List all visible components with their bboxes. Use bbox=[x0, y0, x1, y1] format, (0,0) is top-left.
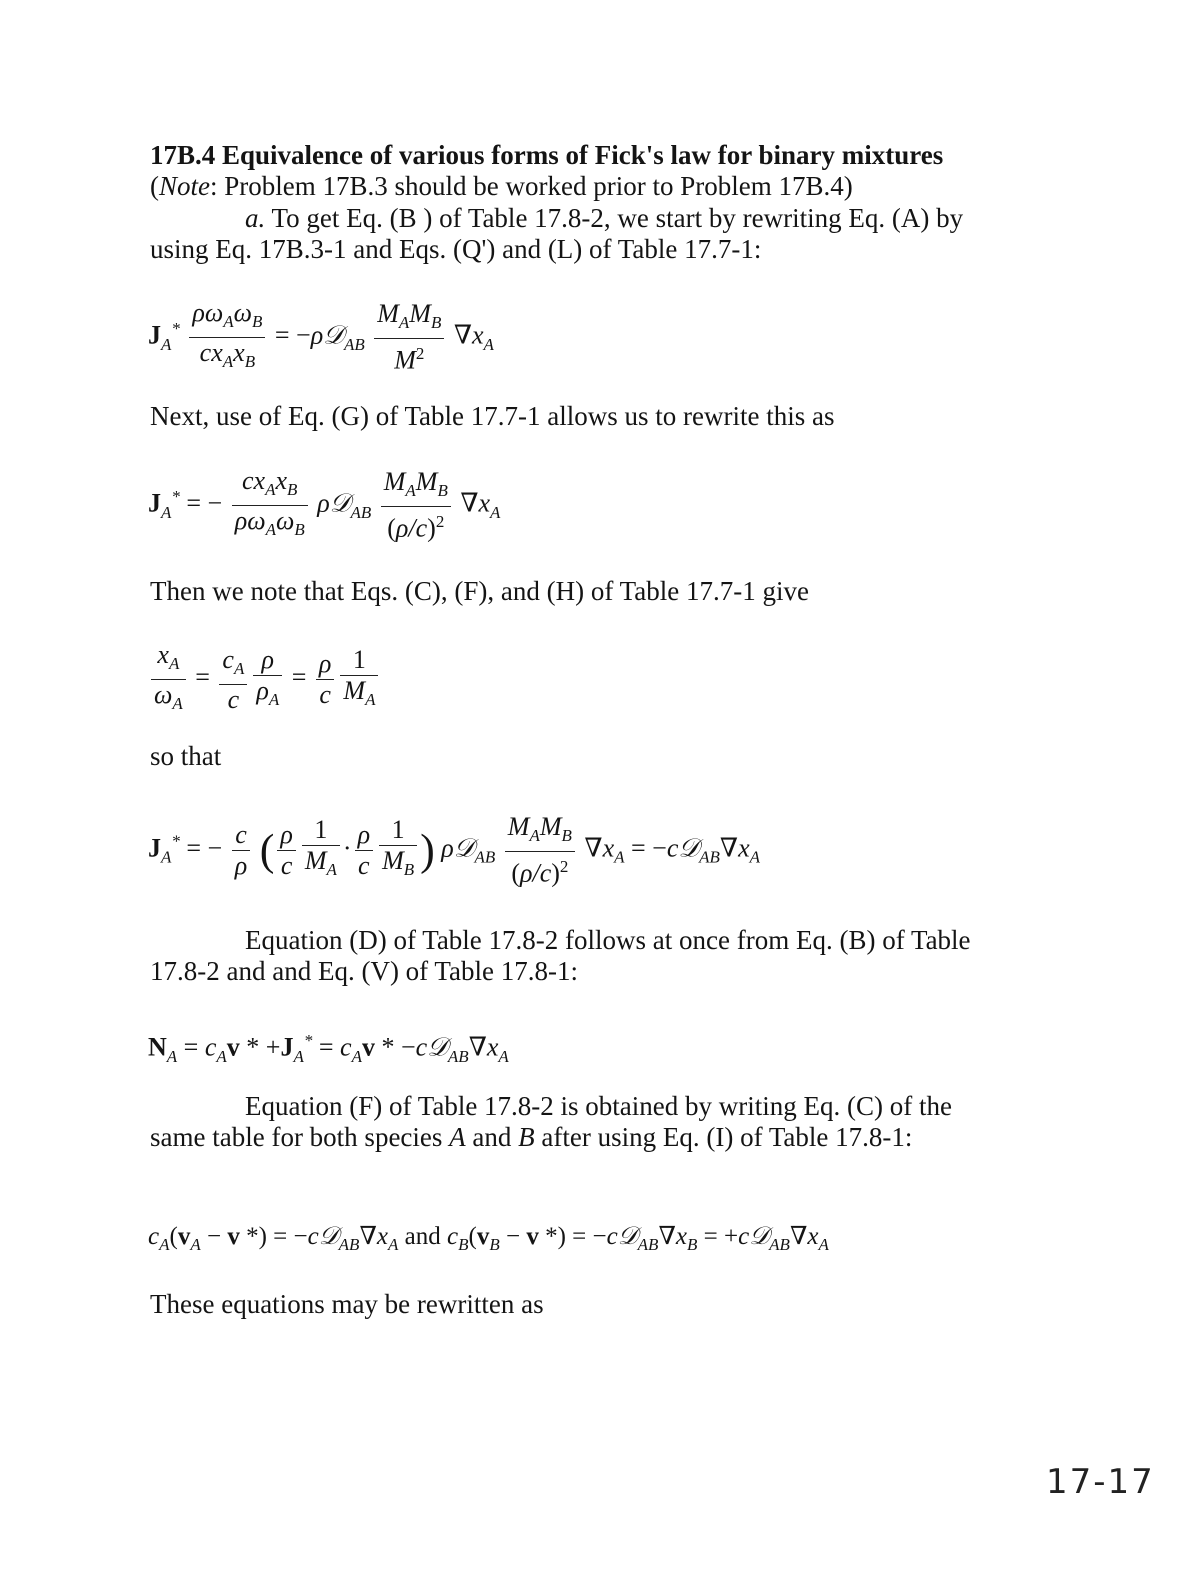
note-text: : Problem 17B.3 should be worked prior to Problem 17B.4) bbox=[210, 171, 853, 201]
paragraph-eq-f bbox=[150, 1091, 1010, 1153]
equation-4: $J_A^*$ = − $\frac{c}{\rho}$ ( $\frac{\rho}{c}$ $\frac{1}{M_A}$ · $\frac{\rho}{c}$ $\frac{1}{M_B}$ ) ρ𝒟$_{AB}$ $\frac{M_AM_B}{(\rho/c)^2}$ $\nabla x_A$ = $-c𝒟_{AB}\nabla x_A$ bbox=[148, 812, 761, 888]
part-label: a. bbox=[245, 203, 266, 233]
eq-f-text-3: after using Eq. (I) of Table 17.8-1: bbox=[534, 1122, 913, 1152]
paragraph-a-text: To get Eq. (B ) of Table 17.8-2, we start by rewriting Eq. (A) by using Eq. 17B.3-1 and Eqs. (Q') and (L) of Table 17.7-1: bbox=[150, 203, 964, 264]
equation-1: $J_A^*$ $\frac{\rho\omega_A\omega_B}{cx_Ax_B}$ = −ρ𝒟$_{AB}$ $\frac{M_AM_B}{M^2}$ $\nabla x_A$ bbox=[148, 298, 494, 376]
note-open: ( bbox=[150, 171, 159, 201]
page-number: 17-17 bbox=[1046, 1462, 1155, 1502]
equation-and: and bbox=[404, 1223, 441, 1250]
species-b: B bbox=[518, 1122, 535, 1152]
paragraph-then: Then we note that Eqs. (C), (F), and (H) of Table 17.7-1 give bbox=[150, 576, 809, 606]
equation-3: $\frac{x_A}{\omega_A}$ = $\frac{c_A}{c}$ $\frac{\rho}{\rho_A}$ = $\frac{\rho}{c}$ $\frac{1}{M_A}$ bbox=[148, 640, 381, 719]
equation-6: $c_A(v_A - v$ *) = $-c𝒟_{AB}\nabla x_A$ and $c_B(v_B - v$ *) = $-c𝒟_{AB}\nabla x_B$ = $+c𝒟_{AB}\nabla x_A$ bbox=[148, 1223, 829, 1254]
note-label: Note bbox=[159, 171, 210, 201]
species-a: A bbox=[449, 1122, 466, 1152]
heading-text: 17B.4 Equivalence of various forms of Fick's law for binary mixtures bbox=[150, 140, 944, 170]
paragraph-a bbox=[150, 203, 1010, 265]
eq-f-text-1: Equation (F) of Table 17.8-2 is obtained by writing Eq. (C) of the same table for both species bbox=[150, 1091, 952, 1152]
equation-5: $N_A = c_Av * +J_A^* = c_Av$ * $-c𝒟_{AB}\nabla x_A$ bbox=[148, 1031, 509, 1066]
eq-f-text-2: and bbox=[465, 1122, 519, 1152]
equation-2: $J_A^*$ = − $\frac{cx_Ax_B}{\rho\omega_A\omega_B}$ ρ𝒟$_{AB}$ $\frac{M_AM_B}{(\rho/c)^2}$ $\nabla x_A$ bbox=[148, 466, 501, 544]
paragraph-eq-d: Equation (D) of Table 17.8-2 follows at once from Eq. (B) of Table 17.8-2 and and Eq. (V) of Table 17.8-1: bbox=[150, 925, 971, 986]
paragraph-next: Next, use of Eq. (G) of Table 17.7-1 allows us to rewrite this as bbox=[150, 401, 835, 431]
paragraph-rewritten: These equations may be rewritten as bbox=[150, 1289, 544, 1319]
problem-heading bbox=[150, 140, 1010, 202]
paragraph-so-that: so that bbox=[150, 741, 222, 771]
